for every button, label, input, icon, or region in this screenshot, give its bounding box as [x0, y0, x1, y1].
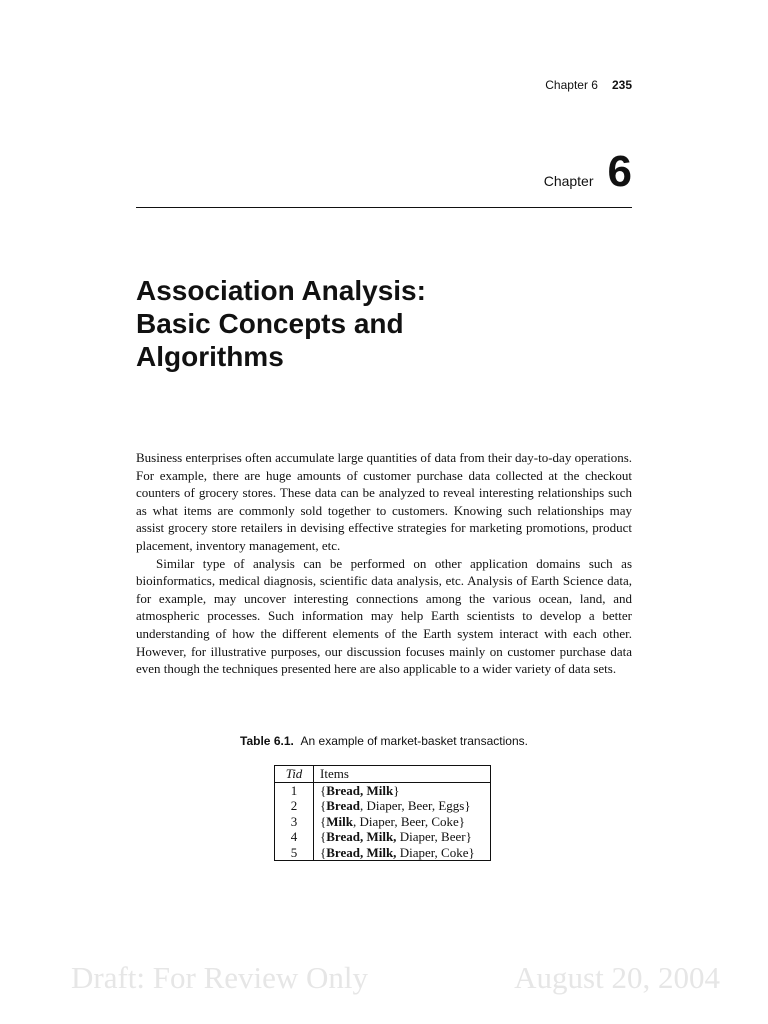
- items-bold: Bread: [326, 798, 360, 813]
- watermark-date: August 20, 2004: [514, 960, 720, 995]
- items-cell: {Milk, Diaper, Beer, Coke}: [320, 813, 466, 829]
- draft-watermark: [0, 960, 768, 1008]
- items-cell: {Bread, Milk, Diaper, Coke}: [320, 844, 475, 860]
- items-bold: Bread, Milk: [326, 782, 394, 798]
- items-bold: Bread, Milk,: [326, 829, 397, 844]
- items-rest: , Diaper, Beer, Eggs: [359, 798, 465, 813]
- chapter-rule: [136, 207, 632, 208]
- items-bold: Milk: [326, 813, 353, 829]
- table-row: [275, 845, 491, 861]
- table-header-row: [275, 766, 491, 783]
- items-cell: {Bread, Milk, Diaper, Beer}: [320, 829, 472, 844]
- chapter-word: Chapter: [543, 173, 594, 189]
- tid-cell: 4: [275, 829, 314, 845]
- tid-cell: 1: [275, 782, 314, 798]
- body-text: [136, 449, 632, 678]
- running-head-chapter: Chapter 6: [545, 78, 598, 92]
- items-rest: , Diaper, Beer, Coke: [352, 813, 459, 829]
- tid-cell: 5: [275, 845, 314, 861]
- page-number: 235: [611, 78, 632, 92]
- chapter-title: [136, 274, 636, 373]
- chapter-heading: [543, 147, 632, 196]
- table-row: [275, 798, 491, 814]
- table-caption-label: Table 6.1.: [240, 734, 294, 748]
- table-caption: [0, 734, 768, 748]
- paragraph: Similar type of analysis can be performed on other application domains such as bioinformatics, medical diagnosis, scientific data analysis, etc. Analysis of Earth Science data, for example, may uncover interesting connections among the various ocean, land, and atmospheric processes. Such information may help Earth scientists to develop a better understanding of how the different elements of the Earth system interact with each other. However, for illustrative purposes, our discussion focuses mainly on customer purchase data even though the techniques presented here are also applicable to a wider variety of data sets.: [136, 555, 632, 677]
- table-row: [275, 829, 491, 845]
- items-rest: Diaper, Coke: [396, 844, 469, 860]
- title-line: Association Analysis:: [136, 275, 426, 306]
- table-row: [275, 782, 491, 798]
- header-items: Items: [314, 766, 491, 783]
- table-caption-text: An example of market-basket transactions.: [300, 734, 528, 748]
- tid-cell: 2: [275, 798, 314, 814]
- table-row: [275, 814, 491, 830]
- running-head: [545, 78, 632, 92]
- title-line: Basic Concepts and: [136, 308, 404, 339]
- title-line: Algorithms: [136, 341, 284, 372]
- items-rest: Diaper, Beer: [396, 829, 466, 844]
- paragraph: Business enterprises often accumulate large quantities of data from their day-to-day operations. For example, there are huge amounts of customer purchase data collected at the checkout counters of grocery stores. These data can be analyzed to reveal interesting relationships such as what items are commonly sold together to customers. Knowing such relationships may assist grocery store retailers in devising effective strategies for marketing promotions, product placement, inventory management, etc.: [136, 450, 632, 553]
- items-cell: {Bread, Diaper, Beer, Eggs}: [320, 798, 471, 813]
- transactions-table: [274, 765, 491, 861]
- items-bold: Bread, Milk,: [326, 844, 397, 860]
- tid-cell: 3: [275, 814, 314, 830]
- watermark-left: Draft: For Review Only: [71, 960, 369, 995]
- items-cell: {Bread, Milk}: [320, 782, 400, 798]
- header-tid: Tid: [275, 766, 314, 783]
- chapter-number: 6: [607, 147, 632, 196]
